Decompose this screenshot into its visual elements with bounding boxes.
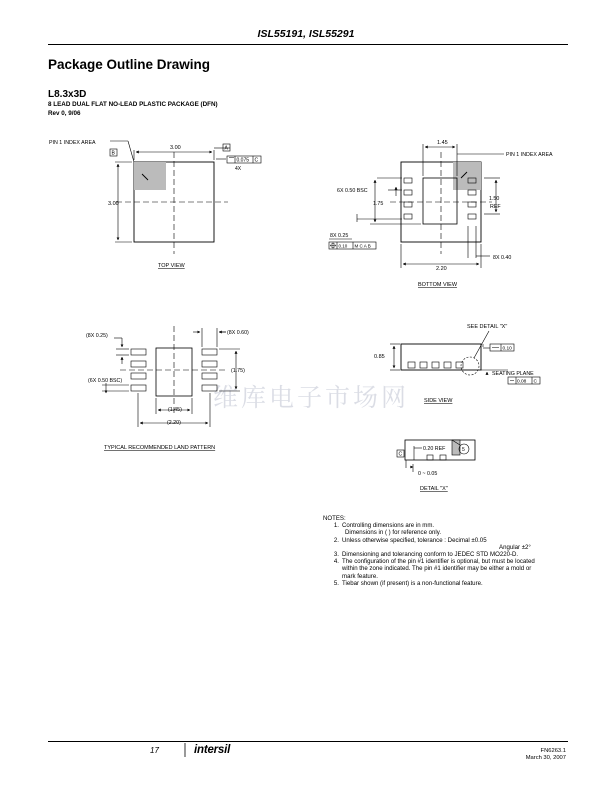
note-line: Unless otherwise specified, tolerance : Decimal ±0.05 — [342, 536, 487, 544]
notes-block — [323, 515, 578, 587]
land-pad-height: (1.75) — [231, 368, 245, 374]
bottom-view — [329, 144, 504, 268]
note-item — [323, 580, 578, 587]
bottom-overall: 2.20 — [436, 266, 447, 272]
bottom-pitch: 6X 0.50 BSC — [337, 188, 368, 194]
note-item — [323, 558, 578, 580]
package-description: 8 LEAD DUAL FLAT NO-LEAD PLASTIC PACKAGE (DFN) — [48, 101, 218, 108]
see-detail-label: SEE DETAIL "X" — [467, 324, 508, 330]
position-icon — [330, 243, 336, 249]
top-view-caption: TOP VIEW — [158, 263, 185, 269]
bottom-pad-width: 1.45 — [437, 140, 448, 146]
note-number: 5. — [333, 579, 339, 587]
land-pitch: (6X 0.50 BSC) — [88, 378, 123, 384]
exposed-pad — [423, 178, 457, 224]
note-item — [323, 551, 578, 558]
land-lead-width: (8X 0.25) — [86, 333, 108, 339]
footer-divider — [184, 743, 186, 757]
detail-standoff: 0 ~ 0.05 — [418, 471, 438, 477]
side-height: 0.85 — [374, 354, 385, 360]
bottom-lead-width: 8X 0.25 — [330, 233, 349, 239]
side-view-body — [401, 344, 481, 370]
note-number: 2. — [333, 536, 339, 544]
detail-mark: 5 — [462, 447, 465, 453]
note-line: within the zone indicated. The pin #1 identifier may be either a mold or — [342, 565, 532, 573]
bottom-pin1-label: PIN 1 INDEX AREA — [506, 152, 553, 158]
land-pattern-caption: TYPICAL RECOMMENDED LAND PATTERN — [104, 445, 216, 451]
bottom-pos-refs: M C A B — [354, 243, 371, 249]
detail-x-caption: DETAIL "X" — [420, 486, 448, 492]
bottom-pos-tol: 0.10 — [338, 243, 348, 249]
note-line: Dimensions in ( ) for reference only. — [345, 529, 442, 537]
note-line: The configuration of the pin #1 identifier is optional, but must be located — [342, 558, 535, 566]
detail-ref: 0.20 REF — [423, 446, 446, 452]
bottom-pad-height: 1.75 — [373, 201, 384, 207]
top-pin1-label: PIN 1 INDEX AREA — [49, 140, 96, 146]
note-item — [323, 537, 578, 551]
note-line: Controlling dimensions are in mm. — [342, 522, 435, 530]
top-height-label: 3.00 — [108, 201, 119, 207]
top-count: 4X — [235, 166, 242, 172]
revision: Rev 0, 9/06 — [48, 110, 81, 117]
side-leads — [408, 362, 463, 368]
land-pad-width: (1.45) — [168, 407, 182, 413]
bottom-lead-length: 8X 0.40 — [493, 255, 512, 261]
page-number: 17 — [150, 746, 159, 755]
detail-x — [397, 440, 475, 472]
land-lead-length: (8X 0.60) — [227, 330, 249, 336]
note-item — [323, 522, 578, 536]
note-angular: Angular ±2° — [499, 543, 531, 551]
doc-date: March 30, 2007 — [525, 755, 566, 761]
seating-plane-label: SEATING PLANE — [492, 371, 534, 377]
note-number: 4. — [333, 558, 339, 566]
note-line: Tiebar shown (if present) is a non-functional feature. — [342, 579, 483, 587]
top-tol-ref: C — [254, 157, 259, 164]
note-number: 3. — [333, 551, 339, 559]
datum-a: A — [224, 145, 228, 152]
pin1-index-area — [134, 162, 166, 190]
package-code: L8.3x3D — [48, 89, 87, 100]
footer-doc-info — [526, 748, 566, 762]
bottom-leads-left — [404, 178, 412, 219]
bottom-view-caption: BOTTOM VIEW — [418, 282, 458, 288]
footer-rule — [48, 741, 568, 742]
side-flat-tol: 0.10 — [502, 346, 512, 352]
datum-b: B — [111, 150, 115, 157]
side-copl-tol: 0.08 — [517, 379, 527, 385]
note-line: mark feature. — [342, 572, 378, 580]
watermark: 维库电子市场网 — [213, 383, 410, 412]
running-header: ISL55191, ISL55291 — [257, 28, 355, 40]
top-width-label: 3.00 — [170, 145, 181, 151]
detail-datum: C — [398, 451, 403, 458]
bottom-ref-value: 1.50 — [489, 196, 500, 202]
top-tol: 0.075 — [236, 157, 250, 164]
intersil-logo: intersil — [194, 744, 231, 756]
bottom-ref-label: REF — [490, 204, 501, 210]
doc-number: FN6263.1 — [540, 748, 566, 754]
note-number: 1. — [333, 522, 339, 530]
notes-title: NOTES: — [323, 515, 346, 522]
land-overall: (2.20) — [167, 420, 181, 426]
side-copl-ref: C — [533, 379, 537, 385]
section-title: Package Outline Drawing — [48, 57, 211, 72]
note-line: Dimensioning and tolerancing conform to JEDEC STD MO220-D. — [342, 551, 519, 559]
side-view-caption: SIDE VIEW — [424, 398, 453, 404]
